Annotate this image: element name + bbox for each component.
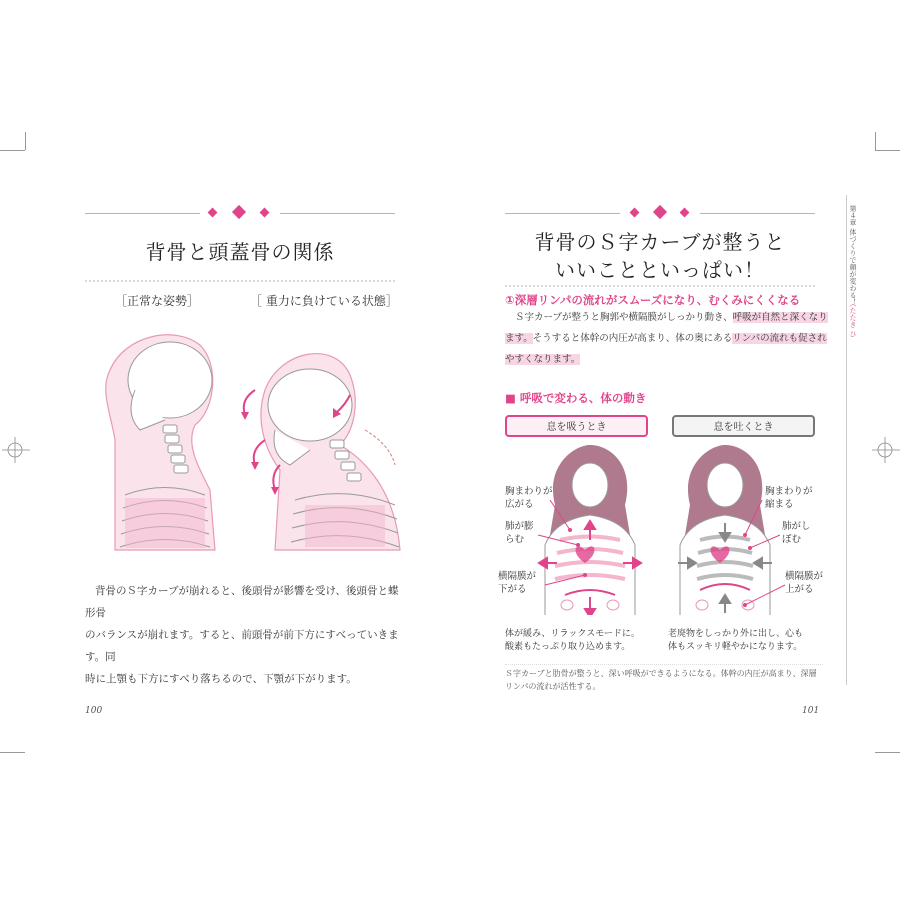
footnote (505, 664, 823, 693)
title-rule-right (280, 213, 395, 214)
crop-mark (0, 150, 25, 151)
body-line: 時に上顎も下方にすべり落ちるので、下顎が下がります。 (85, 673, 357, 685)
caption-line: 体が緩み、リラックスモードに。 (505, 629, 640, 639)
diamond-icon (208, 208, 218, 218)
body-line: 背骨のＳ字カーブが崩れると、後頭骨が影響を受け、後頭骨と蝶形骨 (85, 585, 399, 619)
body-line: のバランスが崩れます。すると、前頭骨が前下方にすべっていきます。同 (85, 629, 399, 663)
highlight-text: リンパの流れも促され (732, 333, 827, 344)
registration-mark-left (2, 435, 32, 465)
footnote-line: Ｓ字カーブと肋骨が整うと、深い呼吸ができるようになる。体幹の内圧が高まり、深層 (505, 669, 817, 678)
dotted-divider (505, 285, 815, 287)
exhale-diaphragm-label: 横隔膜が上がる (785, 571, 824, 595)
diamond-icon (630, 208, 640, 218)
exhale-chest-label: 胸まわりが縮まる (765, 486, 813, 510)
caption-line: 体もスッキリ軽やかになります。 (668, 642, 803, 652)
chapter-tab-rule (846, 195, 847, 685)
label-gravity-posture: ［ 重力に負けている状態］ (250, 294, 398, 308)
label-normal-posture: ［正常な姿勢］ (115, 294, 200, 308)
body-text: そうすると体幹の内圧が高まり、体の奥にある (532, 333, 733, 344)
crop-mark (25, 132, 26, 150)
chapter-tab-sub: （たたき ひ (849, 300, 857, 338)
exhale-lung-label: 肺がしぼむ (782, 521, 811, 545)
subheading: ①深層リンパの流れがスムーズになり、むくみにくくなる (505, 293, 801, 307)
page-number-left: 100 (85, 706, 103, 716)
registration-mark-right (870, 435, 900, 465)
highlight-text: やすくなります。 (505, 354, 581, 365)
section-heading: ■ 呼吸で変わる、体の動き (505, 391, 647, 405)
diamond-icon (260, 208, 270, 218)
page-title: 背骨と頭蓋骨の関係 (145, 240, 335, 264)
diamond-icon (653, 205, 667, 219)
skeleton-illustration (95, 320, 405, 570)
title-rule-left (505, 213, 620, 214)
caption-line: 酸素もたっぷり取り込めます。 (505, 642, 631, 652)
exhale-caption (668, 628, 803, 654)
dotted-divider (85, 280, 395, 282)
caption-line: 老廃物をしっかり外に出し、心も (668, 629, 804, 639)
highlight-text: ます。 (505, 333, 533, 344)
inhale-lung-label: 肺が膨らむ (505, 521, 534, 545)
body-text: Ｓ字カーブが整うと胸郭や横隔膜がしっかり動き、 (515, 312, 733, 323)
title-line: 背骨のＳ字カーブが整うと (534, 230, 786, 254)
crop-mark (875, 150, 900, 151)
inhale-caption (505, 628, 640, 654)
page-number-right: 101 (802, 706, 820, 716)
highlight-text: 呼吸が自然と深くなり (732, 312, 828, 323)
left-body-text (85, 580, 405, 690)
inhale-chest-label: 胸まわりが広がる (505, 486, 553, 510)
exhale-label: 息を吐くとき (672, 415, 815, 437)
page-title (505, 228, 815, 284)
diamond-icon (232, 205, 246, 219)
inhale-diaphragm-label: 横隔膜が下がる (498, 571, 537, 595)
title-line: いいことといっぱい！ (555, 258, 765, 282)
crop-mark (0, 752, 25, 753)
title-rule-left (85, 213, 200, 214)
inhale-label: 息を吸うとき (505, 415, 648, 437)
footnote-line: リンパの流れが活性する。 (505, 682, 601, 691)
diamond-icon (680, 208, 690, 218)
crop-mark (875, 752, 900, 753)
crop-mark (875, 132, 876, 150)
right-body-text (505, 307, 828, 370)
chapter-tab: 第４章 体づくりで顔が変わる！ (849, 205, 857, 306)
title-rule-right (700, 213, 815, 214)
